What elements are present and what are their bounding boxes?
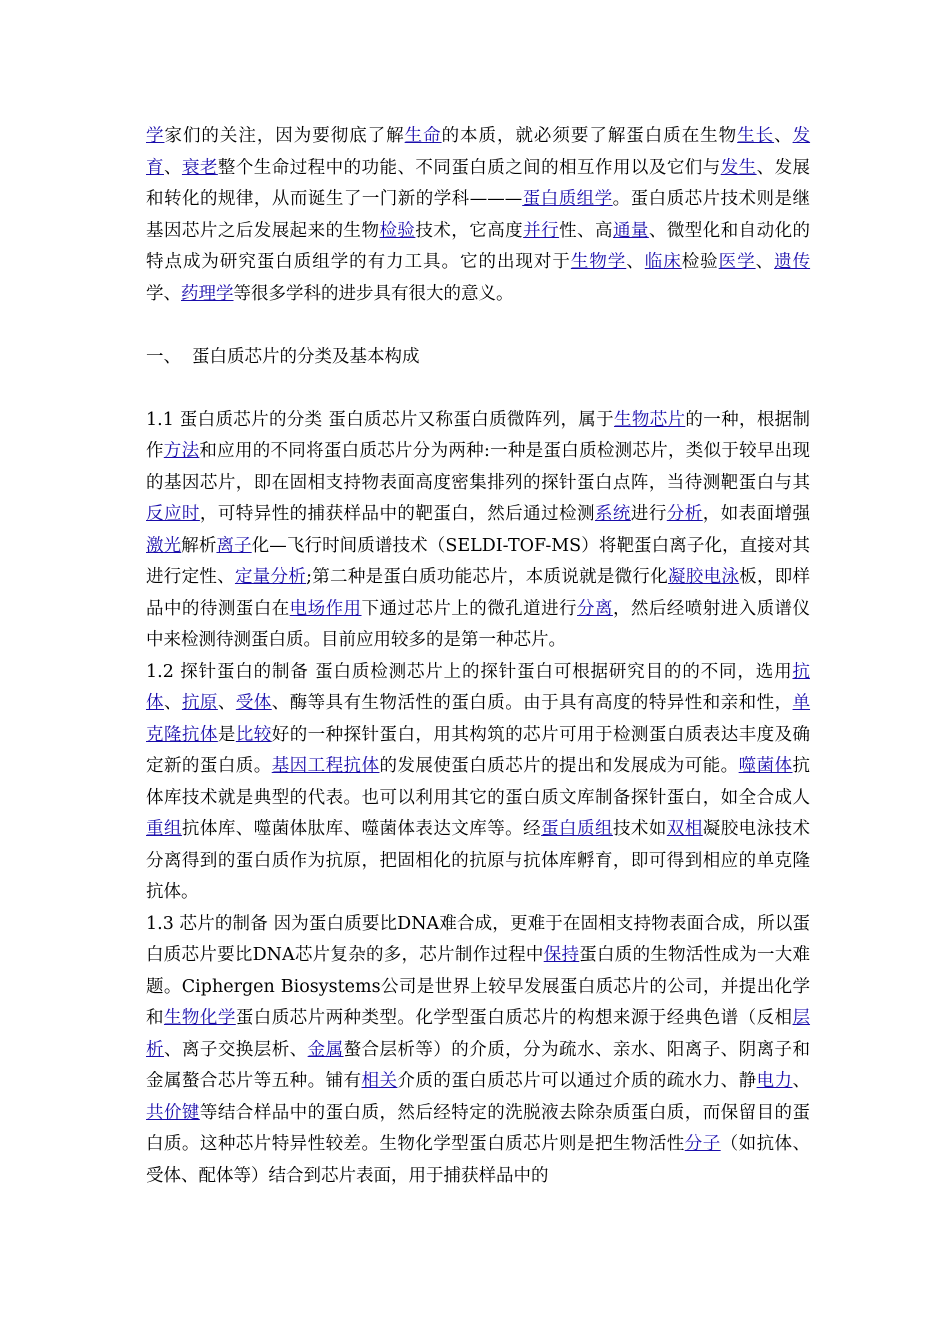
text-run: 下通过芯片上的微孔道进行 — [361, 598, 578, 619]
text-run: 和应用的不同将蛋白质芯片分为两种:一种是蛋白质检测芯片，类似于较早出现的基因芯片，即在固相支持物表面高度密集排列的探针蛋白点阵，当待测靶蛋白与其 — [146, 441, 811, 493]
text-run: 1.3 芯片的制备 因为蛋白质要比DNA难合成，更难于在固相支持物表面合成，所以蛋白质芯片要比DNA芯片复杂的多，芯片制作过程中 — [146, 913, 810, 965]
hyperlink[interactable]: 抗体 — [146, 661, 810, 713]
hyperlink[interactable]: 反应时 — [146, 504, 200, 524]
hyperlink[interactable]: 医学 — [718, 252, 756, 272]
text-run: 化—飞行时间质谱技术（SELDI-TOF-MS）将靶蛋白离子化，直接对其进行定性、 — [146, 535, 811, 587]
hyperlink[interactable]: 共价键 — [146, 1102, 200, 1123]
text-run: ，如表面增强 — [702, 504, 811, 524]
hyperlink[interactable]: 并行 — [523, 220, 560, 241]
text-run: 的发展使蛋白质芯片的提出和发展成为可能。 — [379, 756, 739, 776]
hyperlink[interactable]: 重组 — [146, 819, 182, 839]
hyperlink[interactable]: 分子 — [684, 1134, 721, 1154]
text-run: 1.2 探针蛋白的制备 蛋白质检测芯片上的探针蛋白可根据研究目的的不同，选用 — [146, 661, 793, 682]
spacer — [146, 373, 810, 405]
text-run: 技术，它高度 — [415, 220, 524, 241]
hyperlink[interactable]: 电力 — [756, 1071, 793, 1091]
hyperlink[interactable]: 抗原 — [181, 693, 218, 713]
hyperlink[interactable]: 单克隆抗体 — [146, 693, 811, 745]
hyperlink[interactable]: 发生 — [720, 157, 757, 178]
document-body — [146, 121, 810, 1192]
text-run: 好的一种探针蛋白，用其构筑的芯片可用于检测蛋白质表达丰度及确定新的蛋白质。 — [146, 724, 811, 776]
text-run: 检验 — [681, 252, 719, 272]
paragraph-section-1-3 — [146, 909, 810, 1193]
text-run: 抗体库技术就是典型的代表。也可以利用其它的蛋白质文库制备探针蛋白，如全合成人 — [146, 756, 811, 808]
text-run: ;第二种是蛋白质功能芯片，本质说就是微行化 — [306, 567, 669, 587]
hyperlink[interactable]: 相关 — [361, 1071, 398, 1091]
text-run: 。蛋白质芯片技术则是继基因芯片之后发展起来的生物 — [146, 189, 811, 241]
hyperlink[interactable]: 检验 — [379, 220, 416, 241]
hyperlink[interactable]: 分离 — [577, 598, 613, 619]
text-run: 的一种，根据制作 — [146, 409, 811, 461]
hyperlink[interactable]: 离子 — [216, 535, 252, 556]
text-run: 螯合层析等）的介质，分为疏水、亲水、阳离子、阴离子和金属螯合芯片等五种。铺有 — [146, 1039, 811, 1091]
text-run: 的本质，就必须要了解蛋白质在生物 — [441, 126, 738, 146]
hyperlink[interactable]: 激光 — [146, 535, 182, 556]
text-run: 家们的关注，因为要彻底了解 — [164, 126, 405, 146]
spacer — [146, 310, 810, 342]
hyperlink[interactable]: 药理学 — [181, 283, 234, 304]
text-run: 学、 — [146, 283, 181, 304]
text-run: 蛋白质芯片两种类型。化学型蛋白质芯片的构想来源于经典色谱（反相 — [235, 1008, 793, 1028]
section-heading — [146, 342, 810, 374]
text-run: 解析 — [181, 535, 217, 556]
hyperlink[interactable]: 蛋白质组 — [541, 819, 613, 839]
hyperlink[interactable]: 受体 — [235, 693, 272, 713]
hyperlink[interactable]: 定量分析 — [234, 567, 307, 587]
heading-number: 一、 — [146, 346, 181, 367]
text-run: 、 — [626, 252, 645, 272]
hyperlink[interactable]: 临床 — [644, 252, 682, 272]
hyperlink[interactable]: 电场作用 — [289, 598, 362, 619]
hyperlink[interactable]: 凝胶电泳 — [668, 567, 740, 587]
text-run: 、 — [217, 693, 236, 713]
hyperlink[interactable]: 遗传 — [774, 252, 811, 272]
heading-text: 蛋白质芯片的分类及基本构成 — [192, 346, 420, 367]
paragraph-intro — [146, 121, 810, 310]
text-run: 性、高 — [559, 220, 613, 241]
hyperlink[interactable]: 生物学 — [570, 252, 627, 272]
text-run: 、 — [792, 1071, 811, 1091]
text-run: 技术如 — [612, 819, 667, 839]
text-run: 、 — [774, 126, 793, 146]
hyperlink[interactable]: 学 — [146, 126, 165, 146]
hyperlink[interactable]: 金属 — [307, 1039, 344, 1060]
hyperlink[interactable]: 蛋白质组学 — [522, 189, 613, 209]
hyperlink[interactable]: 比较 — [235, 724, 272, 745]
text-run: 、 — [163, 693, 182, 713]
hyperlink[interactable]: 双相 — [666, 819, 703, 839]
hyperlink[interactable]: 生物芯片 — [614, 409, 686, 430]
hyperlink[interactable]: 生长 — [737, 126, 775, 146]
text-run: 整个生命过程中的功能、不同蛋白质之间的相互作用以及它们与 — [217, 157, 721, 178]
text-run: 蛋白质的生物活性成为一大难题。Ciphergen Biosystems公司是世界上较早发展蛋白质芯片的公司，并提出化学和 — [146, 945, 811, 1028]
hyperlink[interactable]: 生物化学 — [163, 1008, 236, 1028]
text-run: （如抗体、受体、配体等）结合到芯片表面，用于捕获样品中的 — [146, 1134, 811, 1186]
text-run: 、微型化和自动化的特点成为研究蛋白质组学的有力工具。它的出现对于 — [146, 220, 811, 272]
text-run: 、酶等具有生物活性的蛋白质。由于具有高度的特异性和亲和性， — [271, 693, 793, 713]
text-run: ，可特异性的捕获样品中的靶蛋白，然后通过检测 — [199, 504, 595, 524]
hyperlink[interactable]: 基因工程抗体 — [271, 756, 380, 776]
text-run: 、离子交换层析、 — [163, 1039, 308, 1060]
text-run: 进行 — [630, 504, 667, 524]
text-run: 抗体库、噬菌体肽库、噬菌体表达文库等。经 — [181, 819, 542, 839]
text-run: 等结合样品中的蛋白质，然后经特定的洗脱液去除杂质蛋白质，而保留目的蛋白质。这种芯片特异性较差。生物化学型蛋白质芯片则是把生物活性 — [146, 1102, 810, 1154]
text-run: 板，即样品中的待测蛋白在 — [146, 567, 811, 619]
hyperlink[interactable]: 发育 — [146, 126, 811, 178]
text-run: 是 — [217, 724, 236, 745]
paragraph-section-1-2 — [146, 657, 810, 909]
hyperlink[interactable]: 保持 — [543, 945, 580, 965]
paragraph-section-1-1 — [146, 405, 810, 657]
text-run: ，然后经喷射进入质谱仪中来检测待测蛋白质。目前应用较多的是第一种芯片。 — [146, 598, 811, 650]
hyperlink[interactable]: 系统 — [594, 504, 631, 524]
text-run: 、 — [755, 252, 775, 272]
text-run: 凝胶电泳技术分离得到的蛋白质作为抗原，把固相化的抗原与抗体库孵育，即可得到相应的单克隆抗体。 — [146, 819, 811, 902]
hyperlink[interactable]: 生命 — [404, 126, 442, 146]
hyperlink[interactable]: 噬菌体 — [738, 756, 793, 776]
text-run: 介质的蛋白质芯片可以通过介质的疏水力、静 — [397, 1071, 757, 1091]
hyperlink[interactable]: 分析 — [666, 504, 703, 524]
text-run: 等很多学科的进步具有很大的意义。 — [233, 283, 514, 304]
hyperlink[interactable]: 层析 — [146, 1008, 811, 1060]
hyperlink[interactable]: 通量 — [612, 220, 649, 241]
hyperlink[interactable]: 衰老 — [181, 157, 218, 178]
text-run: 、发展和转化的规律，从而诞生了一门新的学科——— — [146, 157, 811, 209]
text-run: 、 — [163, 157, 182, 178]
hyperlink[interactable]: 方法 — [163, 441, 200, 461]
text-run: 1.1 蛋白质芯片的分类 蛋白质芯片又称蛋白质微阵列，属于 — [146, 409, 615, 430]
